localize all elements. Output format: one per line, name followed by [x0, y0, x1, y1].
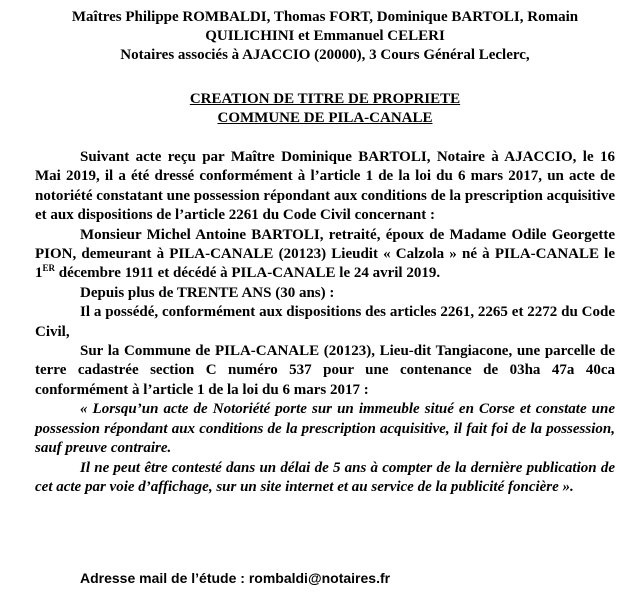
paragraph-possession: Il a possédé, conformément aux dispositions des articles 2261, 2265 et 2272 du Code Civil,: [35, 304, 615, 340]
header-line-1: Maîtres Philippe ROMBALDI, Thomas FORT, Dominique BARTOLI, Romain: [71, 9, 579, 25]
paragraph-duration: Depuis plus de TRENTE ANS (30 ans) :: [80, 284, 335, 301]
paragraph-person: [35, 226, 615, 284]
header-line-2: QUILICHINI et Emmanuel CELERI: [205, 28, 445, 44]
paragraph-parcel: Sur la Commune de PILA-CANALE (20123), Lieu-dit Tangiacone, une parcelle de terre cadastrée section C numéro 537 pour une contenance de 03ha 47a 40ca conformément à l’article 1 de la loi du 6 mars 2017 :: [35, 343, 615, 398]
person-text-a: Monsieur Michel Antoine BARTOLI, retraité, époux de Madame Odile Georgette PION, demeurant à PILA-CANALE (20123) Lieudit « Calzola » né à PILA-CANALE le 1: [35, 226, 615, 282]
header-line-3: Notaires associés à AJACCIO (20000), 3 Cours Général Leclerc,: [120, 47, 530, 63]
quote-paragraph-2: Il ne peut être contesté dans un délai de 5 ans à compter de la dernière publication de cet acte par voie d’affichage, sur un site internet et au service de la publicité foncière ».: [35, 459, 615, 495]
notary-header: [30, 8, 620, 65]
person-text-b: décembre 1911 et décédé à PILA-CANALE le 24 avril 2019.: [55, 265, 441, 282]
notice-body: [35, 148, 615, 497]
notice-title: [30, 90, 620, 128]
title-line-2: COMMUNE DE PILA-CANALE: [217, 110, 433, 126]
quote-paragraph-1: « Lorsqu’un acte de Notoriété porte sur un immeuble situé en Corse et constate une possession répondant aux conditions de la prescription acquisitive, il fait foi de la possession, sauf preuve contraire.: [35, 401, 615, 457]
title-line-1: CREATION DE TITRE DE PROPRIETE: [189, 91, 461, 107]
person-superscript: ER: [42, 263, 56, 274]
paragraph-deed: Suivant acte reçu par Maître Dominique BARTOLI, Notaire à AJACCIO, le 16 Mai 2019, il a été dressé conformément à l’article 1 de la loi du 6 mars 2017, un acte de notoriété constatant une possession répondant aux conditions de la prescription acquisitive et aux dispositions de l’article 2261 du Code Civil concernant :: [35, 149, 615, 224]
office-email: Adresse mail de l’étude : rombaldi@notaires.fr: [80, 570, 391, 586]
